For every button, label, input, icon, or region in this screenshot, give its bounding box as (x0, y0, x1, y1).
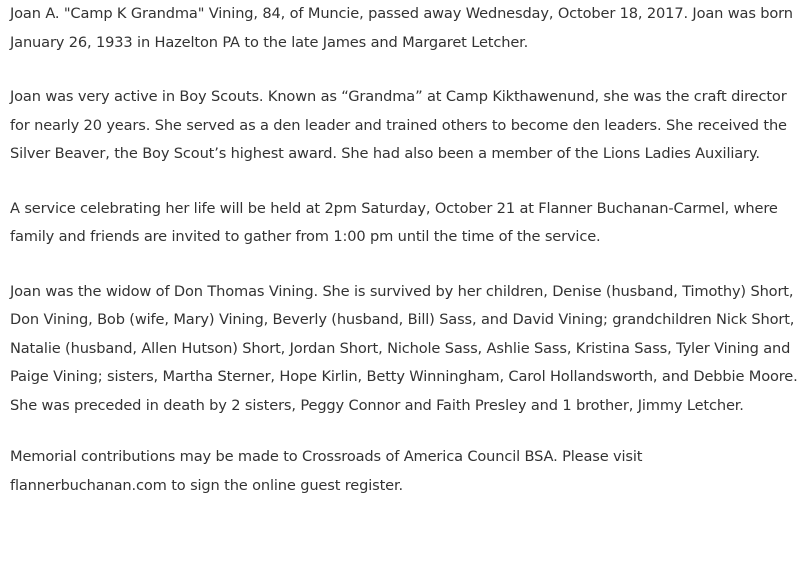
obituary-paragraph-family: Joan was the widow of Don Thomas Vining. She is survived by her children, Denise (husband, Timothy) Short, Don Vining, Bob (wife, Mary) Vining, Beverly (husband, Bill) Sass, and David Vining; grandchildren Nick Short, Natalie (husband, Allen Hutson) Short, Jordan Short, Nichole Sass, Ashlie Sass, Kristina Sass, Tyler Vining and Paige Vining; sisters, Martha Sterner, Hope Kirlin, Betty Winningham, Carol Hollandsworth, and Debbie Moore. She was preceded in death by 2 sisters, Peggy Connor and Faith Presley and 1 brother, Jimmy Letcher. (10, 282, 798, 414)
obituary-paragraph-memorial: Memorial contributions may be made to Crossroads of America Council BSA. Please visit flannerbuchanan.com to sign the online guest register. (10, 448, 643, 494)
obituary-paragraph-scouting: Joan was very active in Boy Scouts. Known as “Grandma” at Camp Kikthawenund, she was the craft director for nearly 20 years. She served as a den leader and trained others to become den leaders. She received the Silver Beaver, the Boy Scout’s highest award. She had also been a member of the Lions Ladies Auxiliary. (10, 88, 787, 162)
obituary-paragraph-service: A service celebrating her life will be held at 2pm Saturday, October 21 at Flanner Buchanan-Carmel, where family and friends are invited to gather from 1:00 pm until the time of the service. (10, 199, 778, 245)
obituary-paragraph-intro: Joan A. "Camp K Grandma" Vining, 84, of Muncie, passed away Wednesday, October 18, 2017. Joan was born January 26, 1933 in Hazelton PA to the late James and Margaret Letcher. (10, 5, 793, 51)
obituary-text (10, 0, 802, 500)
